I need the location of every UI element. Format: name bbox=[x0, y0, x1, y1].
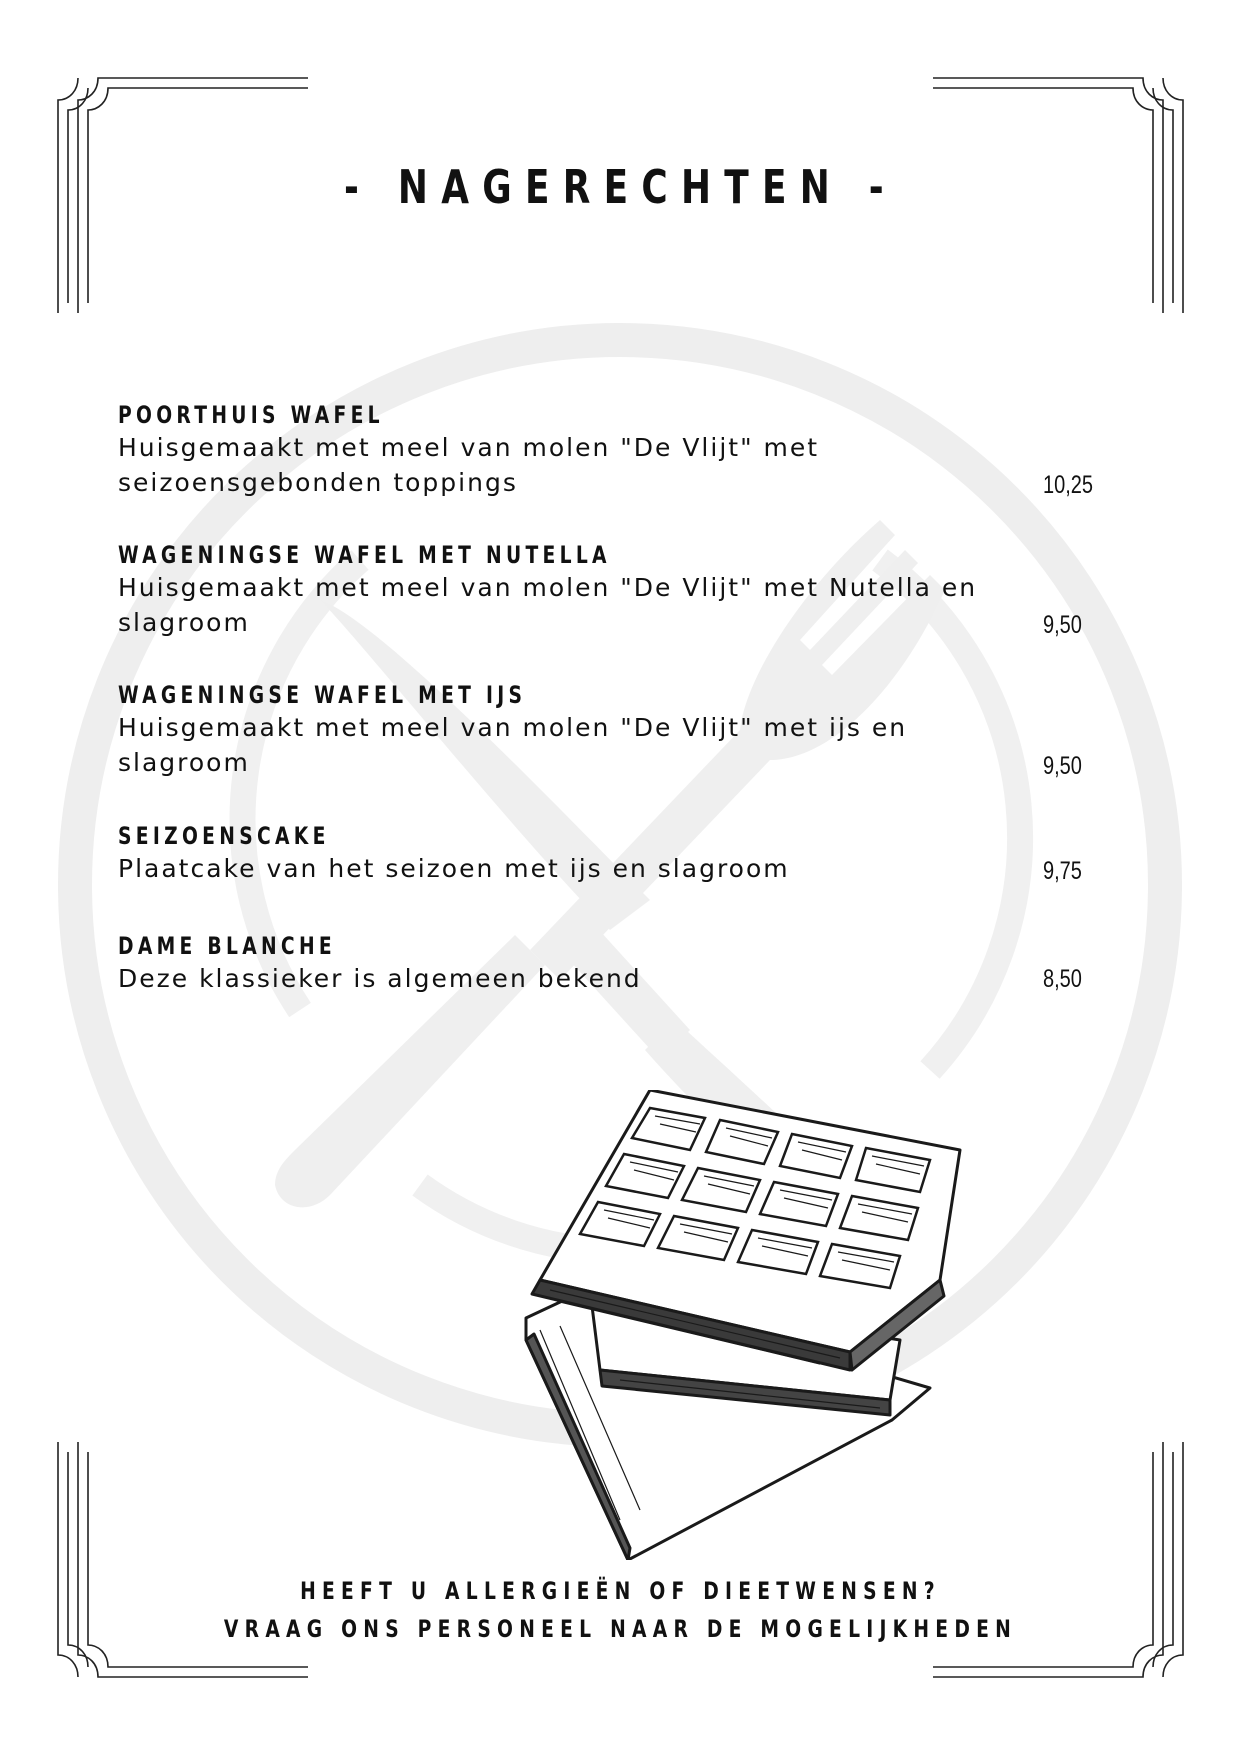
waffle-illustration-icon bbox=[520, 1090, 1000, 1560]
menu-item-price: 9,50 bbox=[1043, 752, 1082, 780]
menu-item-price: 9,75 bbox=[1043, 857, 1082, 885]
menu-item bbox=[118, 931, 1118, 1011]
menu-item bbox=[118, 680, 1118, 821]
menu-item-description: Huisgemaakt met meel van molen "De Vlijt" met seizoensgebonden toppings bbox=[118, 433, 820, 497]
menu-item-name: SEIZOENSCAKE bbox=[118, 822, 330, 850]
menu-item bbox=[118, 540, 1118, 680]
menu-items bbox=[118, 400, 1118, 1011]
menu-item-name: DAME BLANCHE bbox=[118, 932, 336, 960]
menu-item-price: 10,25 bbox=[1043, 471, 1094, 499]
allergy-notice-line1: HEEFT U ALLERGIEËN OF DIEETWENSEN? bbox=[300, 1577, 941, 1605]
menu-item-description: Deze klassieker is algemeen bekend bbox=[118, 964, 642, 993]
menu-item-name: POORTHUIS WAFEL bbox=[118, 401, 384, 429]
allergy-notice-line2: VRAAG ONS PERSONEEL NAAR DE MOGELIJKHEDEN bbox=[223, 1615, 1018, 1643]
page-title: - NAGERECHTEN - bbox=[344, 160, 897, 214]
menu-item-name: WAGENINGSE WAFEL MET IJS bbox=[118, 681, 527, 709]
menu-item bbox=[118, 821, 1118, 931]
menu-item-description: Huisgemaakt met meel van molen "De Vlijt" met Nutella en slagroom bbox=[118, 573, 978, 637]
menu-item-description: Huisgemaakt met meel van molen "De Vlijt" met ijs en slagroom bbox=[118, 713, 908, 777]
menu-item-price: 9,50 bbox=[1043, 611, 1082, 639]
menu-item-price: 8,50 bbox=[1043, 965, 1082, 993]
menu-item-description: Plaatcake van het seizoen met ijs en slagroom bbox=[118, 854, 790, 883]
menu-item bbox=[118, 400, 1118, 540]
menu-item-name: WAGENINGSE WAFEL MET NUTELLA bbox=[118, 541, 611, 569]
